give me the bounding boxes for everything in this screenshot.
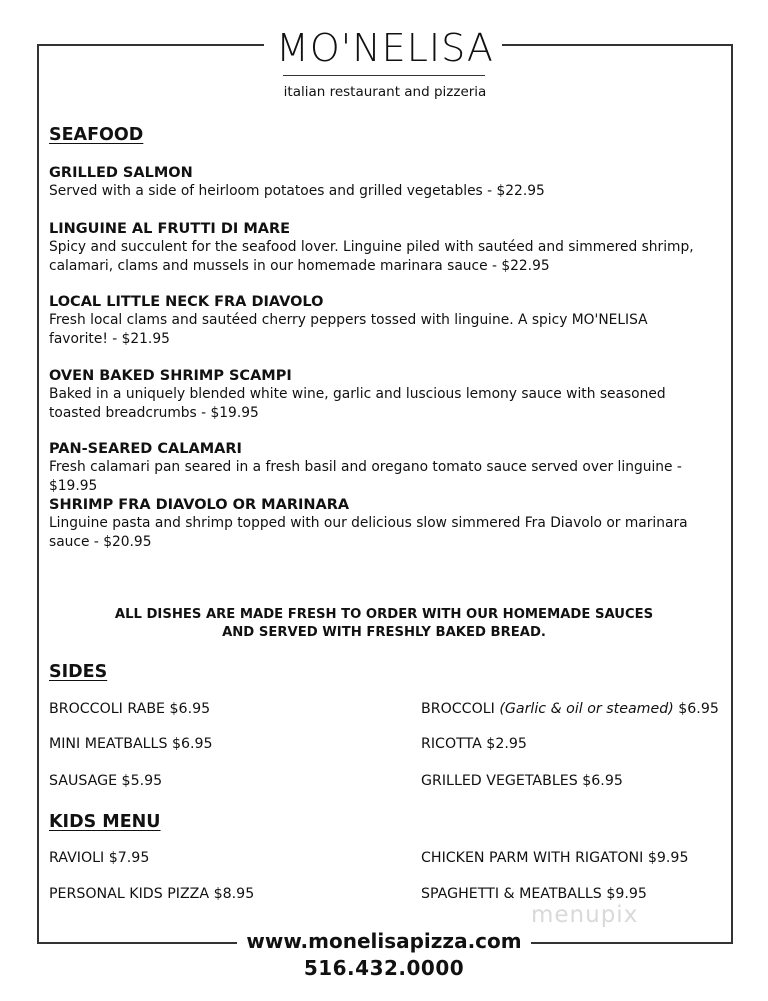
kids-item: CHICKEN PARM WITH RIGATONI $9.95 [421,850,689,866]
restaurant-logo: MO'NELISA [276,26,494,70]
kids-item: PERSONAL KIDS PIZZA $8.95 [49,886,255,902]
seafood-heading: SEAFOOD [49,125,144,145]
phone-number[interactable]: 516.432.0000 [303,956,465,980]
item-name: GRILLED SALMON [49,165,193,181]
menu-item [49,293,709,349]
menu-item [49,367,709,423]
item-name: LOCAL LITTLE NECK FRA DIAVOLO [49,294,324,310]
restaurant-tagline: italian restaurant and pizzeria [283,84,487,100]
kids-item: RAVIOLI $7.95 [49,850,150,866]
kids-item: SPAGHETTI & MEATBALLS $9.95 [421,886,647,902]
menu-item [49,440,709,496]
item-description: Served with a side of heirloom potatoes and grilled vegetables - $22.95 [49,183,545,199]
side-item-name: BROCCOLI [421,701,495,717]
logo-divider [283,75,485,76]
side-item [421,701,719,717]
frame-right [731,44,733,944]
menu-item [49,496,709,552]
item-description: Linguine pasta and shrimp topped with our delicious slow simmered Fra Diavolo or marinara sauce - $20.95 [49,515,688,550]
side-item-price: $6.95 [678,701,719,717]
menupix-watermark: menupix [531,902,639,928]
website-link[interactable]: www.monelisapizza.com [246,929,522,953]
item-description: Spicy and succulent for the seafood lover. Linguine piled with sautéed and simmered shrimp, calamari, clams and mussels in our homemade marinara sauce - $22.95 [49,239,694,274]
side-item: GRILLED VEGETABLES $6.95 [421,773,623,789]
menu-item [49,164,709,201]
side-item: RICOTTA $2.95 [421,736,527,752]
side-item: MINI MEATBALLS $6.95 [49,736,213,752]
item-description: Fresh local clams and sautéed cherry peppers tossed with linguine. A spicy MO'NELISA favorite! - $21.95 [49,312,648,347]
item-name: SHRIMP FRA DIAVOLO OR MARINARA [49,497,350,513]
menu-item [49,220,709,276]
frame-top-left [37,44,264,46]
item-name: PAN-SEARED CALAMARI [49,441,242,457]
item-name: OVEN BAKED SHRIMP SCAMPI [49,368,292,384]
notice-line: ALL DISHES ARE MADE FRESH TO ORDER WITH OUR HOMEMADE SAUCES [114,607,654,622]
notice-line: AND SERVED WITH FRESHLY BAKED BREAD. [222,625,546,640]
frame-left [37,44,39,944]
item-name: LINGUINE AL FRUTTI DI MARE [49,221,291,237]
kids-menu-heading: KIDS MENU [49,812,161,832]
sides-heading: SIDES [49,662,108,682]
side-item: SAUSAGE $5.95 [49,773,163,789]
item-description: Baked in a uniquely blended white wine, garlic and luscious lemony sauce with seasoned toasted breadcrumbs - $19.95 [49,386,666,421]
fresh-dishes-notice [100,606,668,642]
side-item-option: (Garlic & oil or steamed) [499,701,674,717]
frame-top-right [502,44,733,46]
item-description: Fresh calamari pan seared in a fresh basil and oregano tomato sauce served over linguine - $19.95 [49,459,682,494]
side-item: BROCCOLI RABE $6.95 [49,701,211,717]
